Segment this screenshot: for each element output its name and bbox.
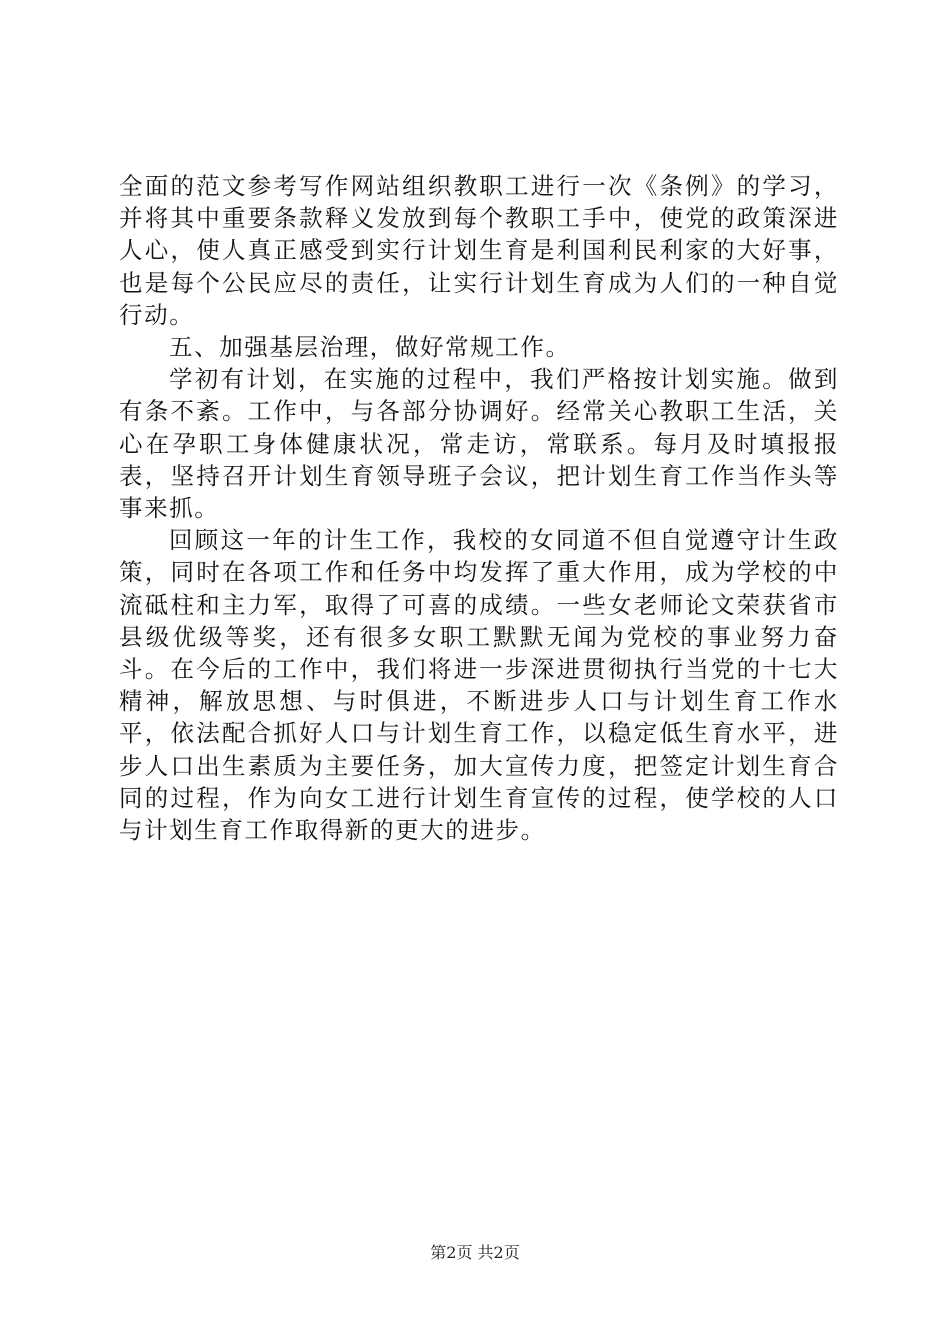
document-body bbox=[119, 170, 839, 846]
paragraph-continuation: 全面的范文参考写作网站组织教职工进行一次《条例》的学习，并将其中重要条款释义发放到每个教职工手中，使党的政策深进人心，使人真正感受到实行计划生育是利国利民利家的大好事，也是每个公民应尽的责任，让实行计划生育成为人们的一种自觉行动。 bbox=[119, 172, 839, 329]
paragraph: 回顾这一年的计生工作，我校的女同道不但自觉遵守计生政策，同时在各项工作和任务中均发挥了重大作用，成为学校的中流砥柱和主力军，取得了可喜的成绩。一些女老师论文荣获省市县级优级等奖，还有很多女职工默默无闻为党校的事业努力奋斗。在今后的工作中，我们将进一步深进贯彻执行当党的十七大精神，解放思想、与时俱进，不断进步人口与计划生育工作水平，依法配合抓好人口与计划生育工作，以稳定低生育水平，进步人口出生素质为主要任务，加大宣传力度，把签定计划生育合同的过程，作为向女工进行计划生育宣传的过程，使学校的人口与计划生育工作取得新的更大的进步。 bbox=[119, 526, 839, 845]
paragraph: 学初有计划，在实施的过程中，我们严格按计划实施。做到有条不紊。工作中，与各部分协调好。经常关心教职工生活，关心在孕职工身体健康状况，常走访，常联系。每月及时填报报表，坚持召开计划生育领导班子会议，把计划生育工作当作头等事来抓。 bbox=[119, 365, 839, 523]
page-footer: 第2页 共2页 bbox=[430, 1243, 520, 1262]
section-heading: 五、加强基层治理，做好常规工作。 bbox=[169, 333, 571, 362]
